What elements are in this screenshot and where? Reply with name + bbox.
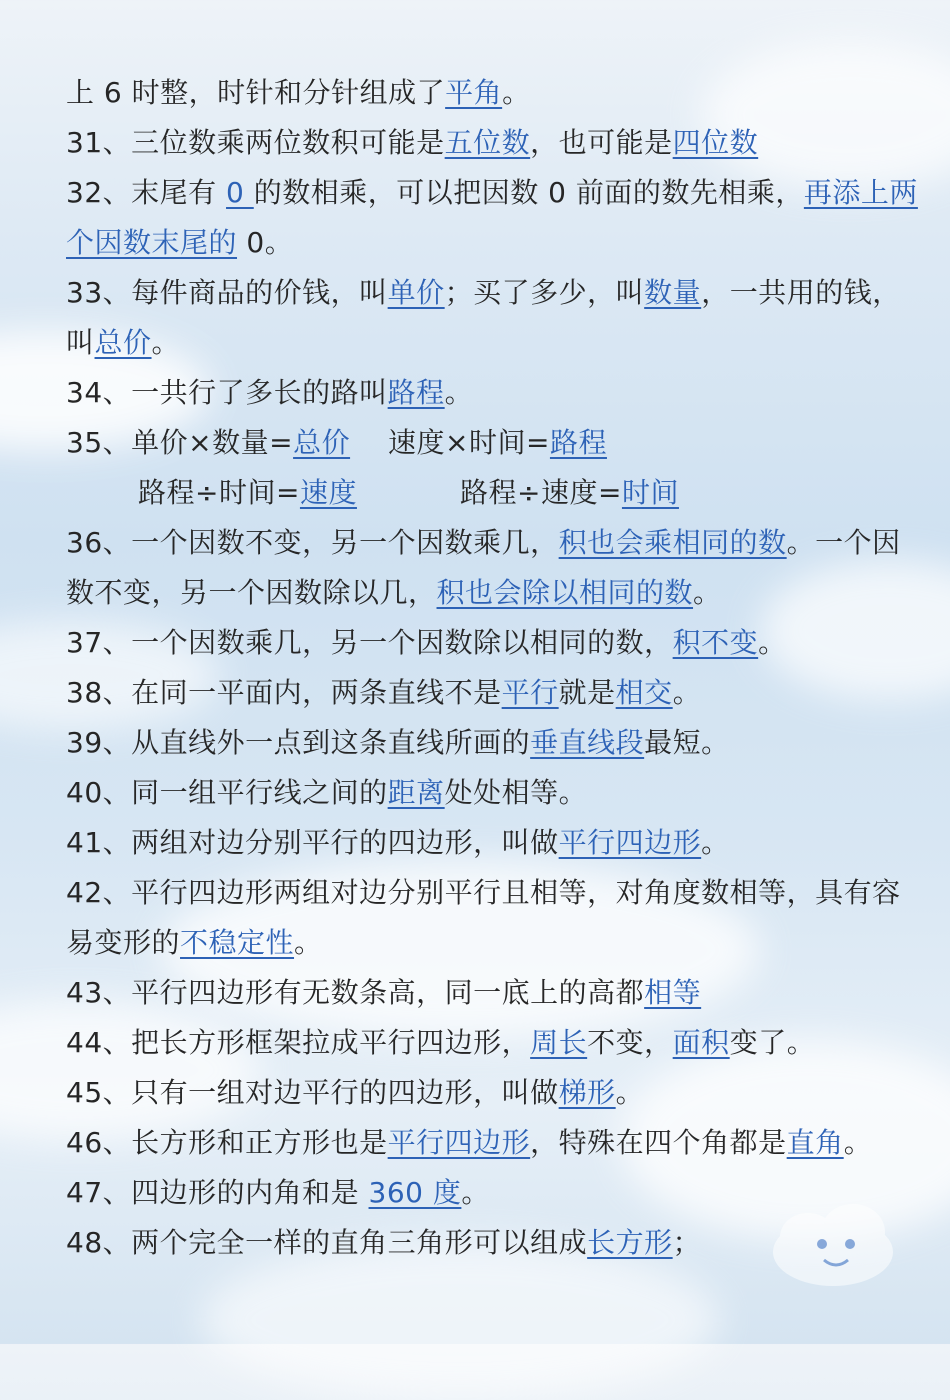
text-line xyxy=(66,568,896,618)
answer-text: 垂直线段 xyxy=(530,726,645,759)
text-line xyxy=(66,818,896,868)
text-line xyxy=(66,1118,896,1168)
statement-text: 易变形的 xyxy=(66,926,181,959)
answer-text: 积也会除以相同的数 xyxy=(436,576,694,609)
statement-text: 31、三位数乘两位数积可能是 xyxy=(66,126,445,159)
text-line xyxy=(66,968,896,1018)
answer-text: 路程 xyxy=(387,376,445,409)
statement-text: 36、一个因数不变，另一个因数乘几， xyxy=(66,526,559,559)
statement-text: 33、每件商品的价钱，叫 xyxy=(66,276,388,309)
statement-text: ，特殊在四个角都是 xyxy=(530,1126,787,1159)
statement-text: 速度×时间= xyxy=(388,426,550,459)
text-line xyxy=(66,918,896,968)
answer-text: 周长 xyxy=(530,1026,588,1059)
statement-text: 41、两组对边分别平行的四边形，叫做 xyxy=(66,826,559,859)
answer-text: 时间 xyxy=(621,476,679,509)
statement-text: 35、单价×数量= xyxy=(66,426,294,459)
answer-text: 直角 xyxy=(786,1126,844,1159)
statement-text: 47、四边形的内角和是 xyxy=(66,1176,369,1209)
text-line xyxy=(66,668,896,718)
text-line xyxy=(66,118,896,168)
answer-text: 平行四边形 xyxy=(558,826,702,859)
statement-text: 38、在同一平面内，两条直线不是 xyxy=(66,676,502,709)
statement-text: ；买了多少，叫 xyxy=(444,276,645,309)
text-line xyxy=(66,1018,896,1068)
answer-text: 长方形 xyxy=(587,1226,673,1259)
statement-text: 43、平行四边形有无数条高，同一底上的高都 xyxy=(66,976,645,1009)
statement-text: 46、长方形和正方形也是 xyxy=(66,1126,388,1159)
statement-text: 。一个因 xyxy=(786,526,901,559)
text-line xyxy=(66,1068,896,1118)
cloud-mascot-icon xyxy=(758,1182,908,1300)
answer-text: 平行 xyxy=(501,676,559,709)
answer-text: 个因数末尾的 xyxy=(66,226,238,259)
answer-text: 路程 xyxy=(549,426,607,459)
statement-text: 34、一共行了多长的路叫 xyxy=(66,376,388,409)
statement-text: 0。 xyxy=(237,226,294,259)
answer-text: 速度 xyxy=(299,476,357,509)
text-line xyxy=(66,618,896,668)
text-line xyxy=(66,68,896,118)
answer-text: 五位数 xyxy=(444,126,531,159)
statement-text: 不变， xyxy=(587,1026,673,1059)
statement-text: 最短。 xyxy=(644,726,730,759)
text-line xyxy=(66,868,901,918)
statement-text: 。 xyxy=(701,826,730,859)
answer-text: 0 xyxy=(226,176,254,209)
answer-text: 总价 xyxy=(94,326,152,359)
answer-text: 四位数 xyxy=(672,126,759,159)
answer-text: 相交 xyxy=(615,676,673,709)
statement-text: 45、只有一组对边平行的四边形，叫做 xyxy=(66,1076,559,1109)
statement-text: 39、从直线外一点到这条直线所画的 xyxy=(66,726,531,759)
text-line xyxy=(66,268,901,318)
text-line xyxy=(66,768,896,818)
statement-text: 。 xyxy=(461,1176,490,1209)
statement-text: 42、平行四边形两组对边分别平行且相等，对角度数相等，具有容 xyxy=(66,876,901,909)
answer-text: 积也会乘相同的数 xyxy=(558,526,787,559)
statement-text: 。 xyxy=(843,1126,873,1159)
text-line xyxy=(66,318,896,368)
statement-text: 叫 xyxy=(66,326,95,359)
statement-text: 。 xyxy=(294,926,323,959)
statement-text: 上 6 时整，时针和分针组成了 xyxy=(66,76,446,109)
text-line xyxy=(66,468,896,518)
answer-text: 不稳定性 xyxy=(180,926,295,959)
statement-text: 变了。 xyxy=(729,1026,816,1059)
text-line xyxy=(66,368,896,418)
formula-column xyxy=(66,418,388,468)
statement-text: 。 xyxy=(615,1076,645,1109)
statement-text: 路程÷速度= xyxy=(460,476,622,509)
answer-text: 距离 xyxy=(387,776,445,809)
text-line xyxy=(66,168,918,218)
statement-text: ，也可能是 xyxy=(530,126,673,159)
answer-text: 数量 xyxy=(644,276,702,309)
statement-text: 路程÷时间= xyxy=(138,476,300,509)
answer-text: 积不变 xyxy=(672,626,759,659)
text-line xyxy=(66,218,896,268)
formula-column xyxy=(460,468,782,518)
statement-text: 。 xyxy=(444,376,474,409)
text-line xyxy=(66,718,896,768)
answer-text: 再添上两 xyxy=(803,176,918,209)
answer-text: 梯形 xyxy=(558,1076,616,1109)
answer-text: 总价 xyxy=(293,426,351,459)
notes-sheet xyxy=(66,68,918,1268)
text-line xyxy=(66,418,896,468)
statement-text: ； xyxy=(672,1226,702,1259)
statement-text: 。 xyxy=(693,576,722,609)
statement-text: 就是 xyxy=(558,676,616,709)
answer-text: 平行四边形 xyxy=(387,1126,531,1159)
statement-text: 。 xyxy=(672,676,702,709)
statement-text: 37、一个因数乘几，另一个因数除以相同的数， xyxy=(66,626,673,659)
statement-text: 48、两个完全一样的直角三角形可以组成 xyxy=(66,1226,588,1259)
statement-text: ，一共用的钱， xyxy=(701,276,901,309)
statement-text: 的数相乘，可以把因数 0 前面的数先相乘， xyxy=(253,176,804,209)
statement-text: 44、把长方形框架拉成平行四边形， xyxy=(66,1026,531,1059)
answer-text: 360 度 xyxy=(368,1176,462,1209)
statement-text: 处处相等。 xyxy=(444,776,588,809)
answer-text: 面积 xyxy=(672,1026,730,1059)
statement-text: 数不变，另一个因数除以几， xyxy=(66,576,437,609)
statement-text: 。 xyxy=(151,326,181,359)
statement-text: 。 xyxy=(758,626,787,659)
statement-text: 。 xyxy=(502,76,531,109)
answer-text: 相等 xyxy=(644,976,702,1009)
statement-text: 32、末尾有 xyxy=(66,176,227,209)
formula-column xyxy=(388,418,710,468)
answer-text: 单价 xyxy=(387,276,445,309)
formula-column xyxy=(138,468,460,518)
text-line xyxy=(66,518,901,568)
answer-text: 平角 xyxy=(445,76,503,109)
statement-text: 40、同一组平行线之间的 xyxy=(66,776,388,809)
